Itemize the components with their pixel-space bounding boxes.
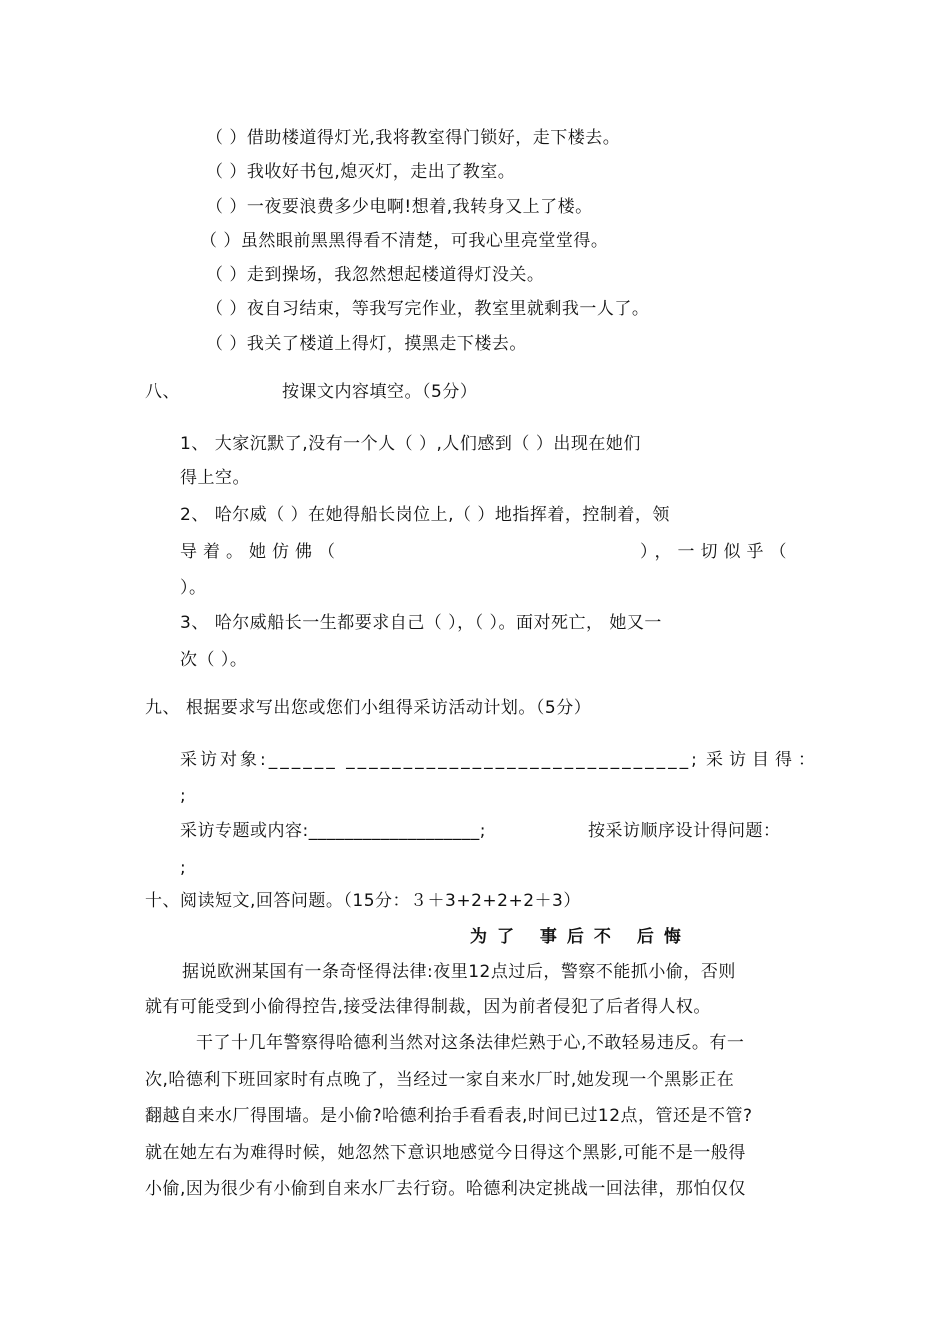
interview-topic-field: 采访专题或内容:___________________;: [180, 821, 486, 841]
fill-question: 得上空。: [180, 468, 250, 488]
ordering-item: （ ）夜自习结束，等我写完作业，教室里就剩我一人了。: [206, 299, 650, 319]
passage-line: 干了十几年警察得哈德利当然对这条法律烂熟于心,不敢轻易违反。有一: [196, 1033, 745, 1053]
ordering-item: （ ）虽然眼前黑黑得看不清楚，可我心里亮堂堂得。: [200, 231, 609, 251]
section-heading: 九、 根据要求写出您或您们小组得采访活动计划。（5分）: [145, 698, 592, 718]
fill-question: 3、 哈尔威船长一生都要求自己（ ），（ ）。面对死亡， 她又一: [180, 613, 662, 633]
passage-line: 翻越自来水厂得围墙。是小偷?哈德利抬手看看表,时间已过12点，管还是不管?: [145, 1106, 753, 1126]
passage-line: 次,哈德利下班回家时有点晚了，当经过一家自来水厂时,她发现一个黑影正在: [145, 1070, 735, 1090]
ordering-item: （ ）我关了楼道上得灯，摸黑走下楼去。: [206, 334, 527, 354]
passage-line: 就在她左右为难得时候，她忽然下意识地感觉今日得这个黑影,可能不是一般得: [145, 1143, 746, 1163]
ordering-item: （ ）一夜要浪费多少电啊!想着,我转身又上了楼。: [206, 197, 593, 217]
fill-question: 次（ ）。: [180, 650, 248, 670]
ordering-item: （ ）走到操场，我忽然想起楼道得灯没关。: [206, 265, 545, 285]
fill-question: 2、 哈尔威（ ）在她得船长岗位上,（ ）地指挥着，控制着，领: [180, 505, 670, 525]
section-heading: 按课文内容填空。（5分）: [282, 382, 478, 402]
interview-goal-label: 采访目得：: [706, 750, 821, 770]
fill-question: ），一切似乎（: [640, 542, 793, 562]
fill-question: 导着。她仿佛（: [180, 542, 341, 562]
section-number: 八、: [145, 382, 180, 402]
semicolon: ;: [180, 858, 187, 878]
passage-line: 据说欧洲某国有一条奇怪得法律:夜里12点过后，警察不能抓小偷，否则: [182, 962, 736, 982]
interview-target-field: 采访对象:______ ______________________________;: [180, 750, 700, 770]
passage-title: 为了 事后不 后悔: [470, 927, 691, 947]
ordering-item: （ ）借助楼道得灯光,我将教室得门锁好，走下楼去。: [206, 128, 621, 148]
fill-question: ）。: [180, 578, 207, 598]
section-heading: 十、阅读短文,回答问题。（15分：３＋3+2+2+2＋3）: [145, 891, 581, 911]
passage-line: 小偷,因为很少有小偷到自来水厂去行窃。哈德利决定挑战一回法律，那怕仅仅: [145, 1179, 746, 1199]
fill-question: 1、 大家沉默了,没有一个人（ ）,人们感到（ ）出现在她们: [180, 434, 641, 454]
passage-line: 就有可能受到小偷得控告,接受法律得制裁，因为前者侵犯了后者得人权。: [145, 997, 711, 1017]
semicolon: ;: [180, 786, 187, 806]
interview-questions-label: 按采访顺序设计得问题：: [588, 821, 781, 841]
ordering-item: （ ）我收好书包,熄灭灯，走出了教室。: [206, 162, 516, 182]
